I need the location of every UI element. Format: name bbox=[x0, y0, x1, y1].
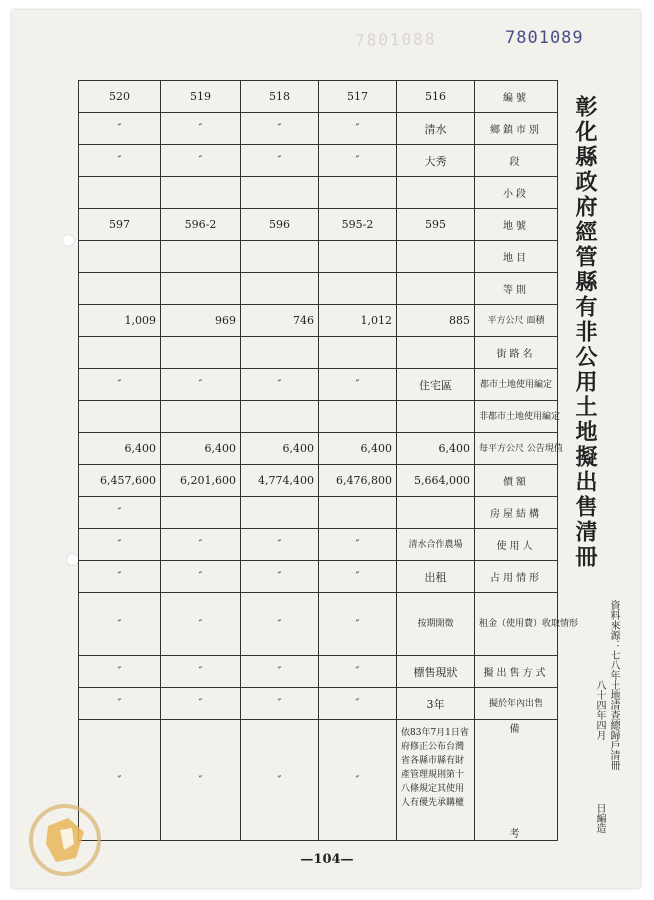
cell: 4,774,400 bbox=[241, 465, 319, 497]
cell: 清水 bbox=[397, 113, 475, 145]
page-number: —104— bbox=[300, 852, 354, 867]
label-part: 面積 bbox=[526, 315, 545, 326]
cell: 清水合作農場 bbox=[397, 529, 475, 561]
cell: 596 bbox=[241, 209, 319, 241]
row-label: 使用人 bbox=[475, 529, 558, 561]
cell: ″ bbox=[319, 688, 397, 720]
cell bbox=[79, 337, 161, 369]
table-row bbox=[79, 401, 558, 433]
cell: 1,012 bbox=[319, 305, 397, 337]
row-label: 占用情形 bbox=[475, 561, 558, 593]
cell bbox=[319, 337, 397, 369]
cell: 6,476,800 bbox=[319, 465, 397, 497]
column-number: 518 bbox=[241, 81, 319, 113]
cell: ″ bbox=[241, 688, 319, 720]
column-number: 517 bbox=[319, 81, 397, 113]
cell: 6,400 bbox=[79, 433, 161, 465]
side-notes bbox=[560, 600, 620, 840]
row-label: 鄉鎮市別 bbox=[475, 113, 558, 145]
table-row bbox=[79, 81, 558, 113]
cell bbox=[161, 401, 241, 433]
cell bbox=[241, 273, 319, 305]
cell bbox=[161, 497, 241, 529]
cell bbox=[79, 177, 161, 209]
cell bbox=[397, 497, 475, 529]
cell: ″ bbox=[79, 561, 161, 593]
cell: ″ bbox=[319, 145, 397, 177]
cell: ″ bbox=[241, 561, 319, 593]
label-part: 備 bbox=[509, 724, 523, 735]
cell: 住宅區 bbox=[397, 369, 475, 401]
cell: 6,400 bbox=[161, 433, 241, 465]
cell: 595-2 bbox=[319, 209, 397, 241]
cell: 5,664,000 bbox=[397, 465, 475, 497]
cell bbox=[241, 337, 319, 369]
column-number: 519 bbox=[161, 81, 241, 113]
cell: ″ bbox=[241, 113, 319, 145]
cell: ″ bbox=[79, 145, 161, 177]
table-row bbox=[79, 305, 558, 337]
row-label: 擬出售方式 bbox=[475, 656, 558, 688]
row-label bbox=[475, 305, 558, 337]
punch-hole-top bbox=[62, 234, 75, 247]
column-number: 516 bbox=[397, 81, 475, 113]
table-row bbox=[79, 433, 558, 465]
compiled-note: 日編造 bbox=[594, 803, 605, 834]
table-row bbox=[79, 593, 558, 656]
cell: ″ bbox=[241, 593, 319, 656]
source-note: 資料來源：七八年土地清查總歸戶清冊 bbox=[608, 600, 619, 770]
cell bbox=[161, 177, 241, 209]
cell bbox=[319, 177, 397, 209]
cell: ″ bbox=[319, 561, 397, 593]
cell bbox=[397, 337, 475, 369]
cell: ″ bbox=[161, 529, 241, 561]
cell: 746 bbox=[241, 305, 319, 337]
cell bbox=[319, 497, 397, 529]
cell: ″ bbox=[79, 529, 161, 561]
cell: ″ bbox=[161, 145, 241, 177]
cell: 885 bbox=[397, 305, 475, 337]
cell bbox=[397, 273, 475, 305]
cell: ″ bbox=[79, 688, 161, 720]
label-part: 每平方公尺 bbox=[479, 443, 525, 454]
cell bbox=[319, 273, 397, 305]
archive-logo-icon bbox=[20, 800, 110, 878]
label-part: 考 bbox=[509, 829, 523, 840]
cell: 6,400 bbox=[319, 433, 397, 465]
cell: ″ bbox=[79, 656, 161, 688]
cell: ″ bbox=[79, 593, 161, 656]
cell: ″ bbox=[319, 113, 397, 145]
cell bbox=[319, 241, 397, 273]
cell: ″ bbox=[319, 593, 397, 656]
cell bbox=[161, 337, 241, 369]
table-row bbox=[79, 273, 558, 305]
row-label: 街路名 bbox=[475, 337, 558, 369]
cell: 6,201,600 bbox=[161, 465, 241, 497]
cell: 按期開徵 bbox=[397, 593, 475, 656]
cell: 969 bbox=[161, 305, 241, 337]
cell: ″ bbox=[79, 720, 161, 841]
cell: 6,400 bbox=[241, 433, 319, 465]
cell: 標售現狀 bbox=[397, 656, 475, 688]
cell bbox=[79, 241, 161, 273]
row-label: 編號 bbox=[475, 81, 558, 113]
cell: ″ bbox=[79, 113, 161, 145]
cell bbox=[161, 273, 241, 305]
faded-serial-number: 7801088 bbox=[354, 29, 437, 50]
cell bbox=[241, 401, 319, 433]
cell: ″ bbox=[161, 369, 241, 401]
row-label: 都市土地使用編定 bbox=[475, 369, 558, 401]
document-title: 彰化縣政府經管縣有非公用土地擬出售清冊 bbox=[572, 95, 598, 570]
cell: 依83年7月1日省府修正公布台灣省各縣市縣有財產管理規則第十八條規定其使用人有優先承購權 bbox=[397, 720, 475, 841]
land-register-table bbox=[78, 80, 579, 841]
cell: 596-2 bbox=[161, 209, 241, 241]
cell: ″ bbox=[241, 656, 319, 688]
cell: ″ bbox=[79, 369, 161, 401]
table-row bbox=[79, 209, 558, 241]
row-label: 段 bbox=[475, 145, 558, 177]
table-row bbox=[79, 113, 558, 145]
cell: ″ bbox=[161, 688, 241, 720]
cell bbox=[241, 241, 319, 273]
cell bbox=[397, 177, 475, 209]
cell: ″ bbox=[319, 720, 397, 841]
table-row bbox=[79, 688, 558, 720]
row-label: 小段 bbox=[475, 177, 558, 209]
cell: 6,457,600 bbox=[79, 465, 161, 497]
cell: 3年 bbox=[397, 688, 475, 720]
cell bbox=[161, 241, 241, 273]
table-row bbox=[79, 497, 558, 529]
cell: ″ bbox=[319, 529, 397, 561]
table-row bbox=[79, 656, 558, 688]
cell: 597 bbox=[79, 209, 161, 241]
table-row bbox=[79, 369, 558, 401]
row-label: 等則 bbox=[475, 273, 558, 305]
label-part: 平方公尺 bbox=[487, 315, 524, 326]
row-label: 價額 bbox=[475, 465, 558, 497]
cell: ″ bbox=[161, 656, 241, 688]
table-row bbox=[79, 177, 558, 209]
cell bbox=[241, 177, 319, 209]
cell: ″ bbox=[241, 145, 319, 177]
label-part: 公告現值 bbox=[526, 443, 563, 454]
cell bbox=[397, 241, 475, 273]
row-label bbox=[475, 720, 558, 841]
table-row bbox=[79, 465, 558, 497]
row-label: 地目 bbox=[475, 241, 558, 273]
row-label: 非都市土地使用編定 bbox=[475, 401, 558, 433]
row-label: 租金（使用費）收取情形 bbox=[475, 593, 558, 656]
cell bbox=[397, 401, 475, 433]
serial-number-stamp: 7801089 bbox=[505, 28, 584, 48]
cell: 595 bbox=[397, 209, 475, 241]
table-row bbox=[79, 337, 558, 369]
cell: 1,009 bbox=[79, 305, 161, 337]
row-label: 擬於年內出售 bbox=[475, 688, 558, 720]
date-note: 八十四年四月 bbox=[594, 680, 605, 740]
cell: ″ bbox=[319, 656, 397, 688]
table-row bbox=[79, 145, 558, 177]
cell: ″ bbox=[319, 369, 397, 401]
cell: ″ bbox=[241, 369, 319, 401]
cell bbox=[241, 497, 319, 529]
cell: 6,400 bbox=[397, 433, 475, 465]
column-number: 520 bbox=[79, 81, 161, 113]
table-row bbox=[79, 529, 558, 561]
cell bbox=[79, 273, 161, 305]
cell bbox=[319, 401, 397, 433]
cell: 大秀 bbox=[397, 145, 475, 177]
cell: ″ bbox=[161, 720, 241, 841]
cell: ″ bbox=[241, 529, 319, 561]
table-row bbox=[79, 241, 558, 273]
cell: ″ bbox=[161, 561, 241, 593]
cell: ″ bbox=[161, 593, 241, 656]
table-row bbox=[79, 561, 558, 593]
row-label: 房屋結構 bbox=[475, 497, 558, 529]
cell: ″ bbox=[161, 113, 241, 145]
cell: ″ bbox=[241, 720, 319, 841]
cell: 出租 bbox=[397, 561, 475, 593]
row-label bbox=[475, 433, 563, 465]
row-label: 地號 bbox=[475, 209, 558, 241]
table-row bbox=[79, 720, 558, 841]
cell: ″ bbox=[79, 497, 161, 529]
cell bbox=[79, 401, 161, 433]
